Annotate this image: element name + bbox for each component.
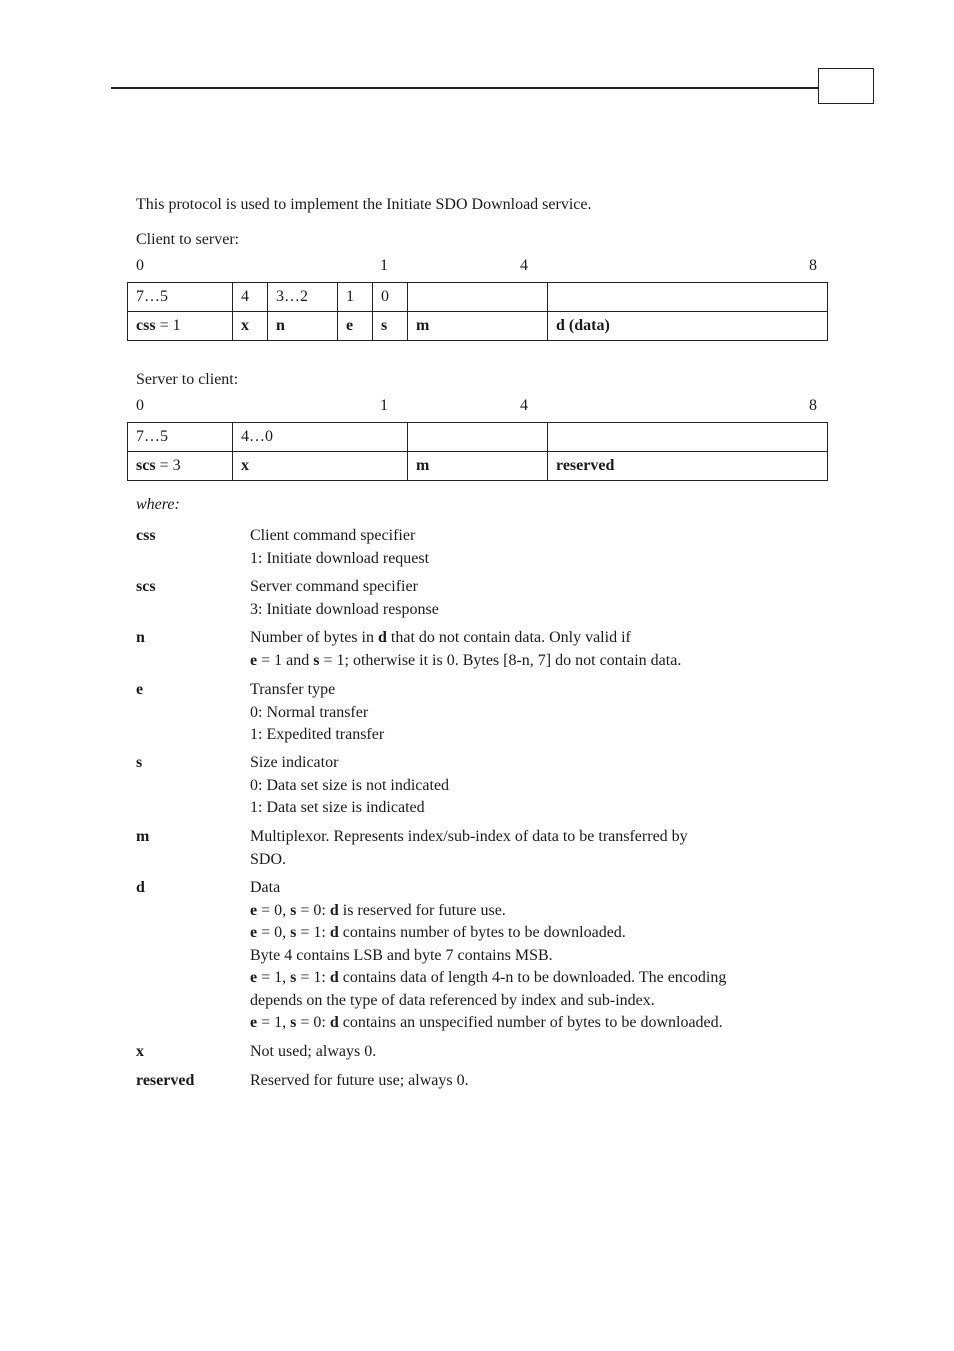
byte-label: 1: [380, 397, 388, 414]
header-rule: [111, 87, 819, 89]
field-cell-s: s: [373, 312, 408, 341]
definition-description: Size indicator 0: Data set size is not indicated 1: Data set size is indicated: [250, 754, 450, 816]
definition-description: Transfer type 0: Normal transfer 1: Expedited transfer: [250, 681, 385, 743]
byte-label: 4: [520, 397, 528, 414]
byte-label: 0: [136, 397, 144, 414]
bit-cell: 7…5: [128, 283, 233, 312]
page-number-box: [818, 68, 874, 104]
server-to-client-table: [127, 422, 828, 481]
bit-cell: 0: [373, 283, 408, 312]
field-cell-reserved: reserved: [548, 452, 828, 481]
bit-cell: [408, 283, 548, 312]
byte-label: 8: [809, 397, 817, 414]
definition-description: Not used; always 0.: [250, 1043, 377, 1060]
definition-description: Multiplexor. Represents index/sub-index of data to be transferred by SDO.: [250, 828, 688, 868]
field-row: [128, 312, 828, 341]
client-to-server-table: [127, 282, 828, 341]
definition-term: x: [136, 1043, 144, 1060]
field-cell-css: css = 1: [128, 312, 233, 341]
bit-row: [128, 283, 828, 312]
field-cell-scs: scs = 3: [128, 452, 233, 481]
definition-term: s: [136, 754, 143, 771]
where-label: where:: [136, 496, 180, 513]
byte-label: 4: [520, 257, 528, 274]
definition-description: Number of bytes in d that do not contain data. Only valid if e = 1 and s = 1; otherwise it is 0. Bytes [8-n, 7] do not contain data.: [250, 629, 682, 669]
definition-term: reserved: [136, 1072, 195, 1089]
field-cell-d: d (data): [548, 312, 828, 341]
byte-label: 8: [809, 257, 817, 274]
bit-row: [128, 423, 828, 452]
bit-cell: 7…5: [128, 423, 233, 452]
definition-description: Reserved for future use; always 0.: [250, 1072, 469, 1089]
definition-term: n: [136, 629, 145, 646]
field-cell-x: x: [233, 312, 268, 341]
definition-term: m: [136, 828, 150, 845]
bit-cell: 3…2: [268, 283, 338, 312]
field-row: [128, 452, 828, 481]
definition-term: scs: [136, 578, 156, 595]
definition-term: css: [136, 527, 156, 544]
bit-cell: [548, 283, 828, 312]
bit-cell: 1: [338, 283, 373, 312]
field-cell-m: m: [408, 452, 548, 481]
field-cell-m: m: [408, 312, 548, 341]
bit-cell: 4…0: [233, 423, 408, 452]
field-cell-e: e: [338, 312, 373, 341]
intro-text: This protocol is used to implement the Initiate SDO Download service.: [136, 196, 592, 213]
server-to-client-caption: Server to client:: [136, 371, 239, 388]
bit-cell: [548, 423, 828, 452]
byte-label: 1: [380, 257, 388, 274]
client-to-server-caption: Client to server:: [136, 231, 240, 248]
definition-description: Data e = 0, s = 0: d is reserved for future use. e = 0, s = 1: d contains number of bytes to be downloaded. Byte 4 contains LSB and byte 7 contains MSB. e = 1, s = 1: d contains data of length 4-n to be downloaded. The encoding depends on the type of data referenced by index and sub-index. e = 1, s = 0: d contains an unspecified number of bytes to be downloaded.: [250, 879, 727, 1031]
field-cell-x: x: [233, 452, 408, 481]
bit-cell: 4: [233, 283, 268, 312]
definition-description: Client command specifier 1: Initiate download request: [250, 527, 430, 567]
definition-description: Server command specifier 3: Initiate download response: [250, 578, 439, 618]
byte-label: 0: [136, 257, 144, 274]
definition-term: e: [136, 681, 144, 698]
field-cell-n: n: [268, 312, 338, 341]
bit-cell: [408, 423, 548, 452]
definition-term: d: [136, 879, 145, 896]
